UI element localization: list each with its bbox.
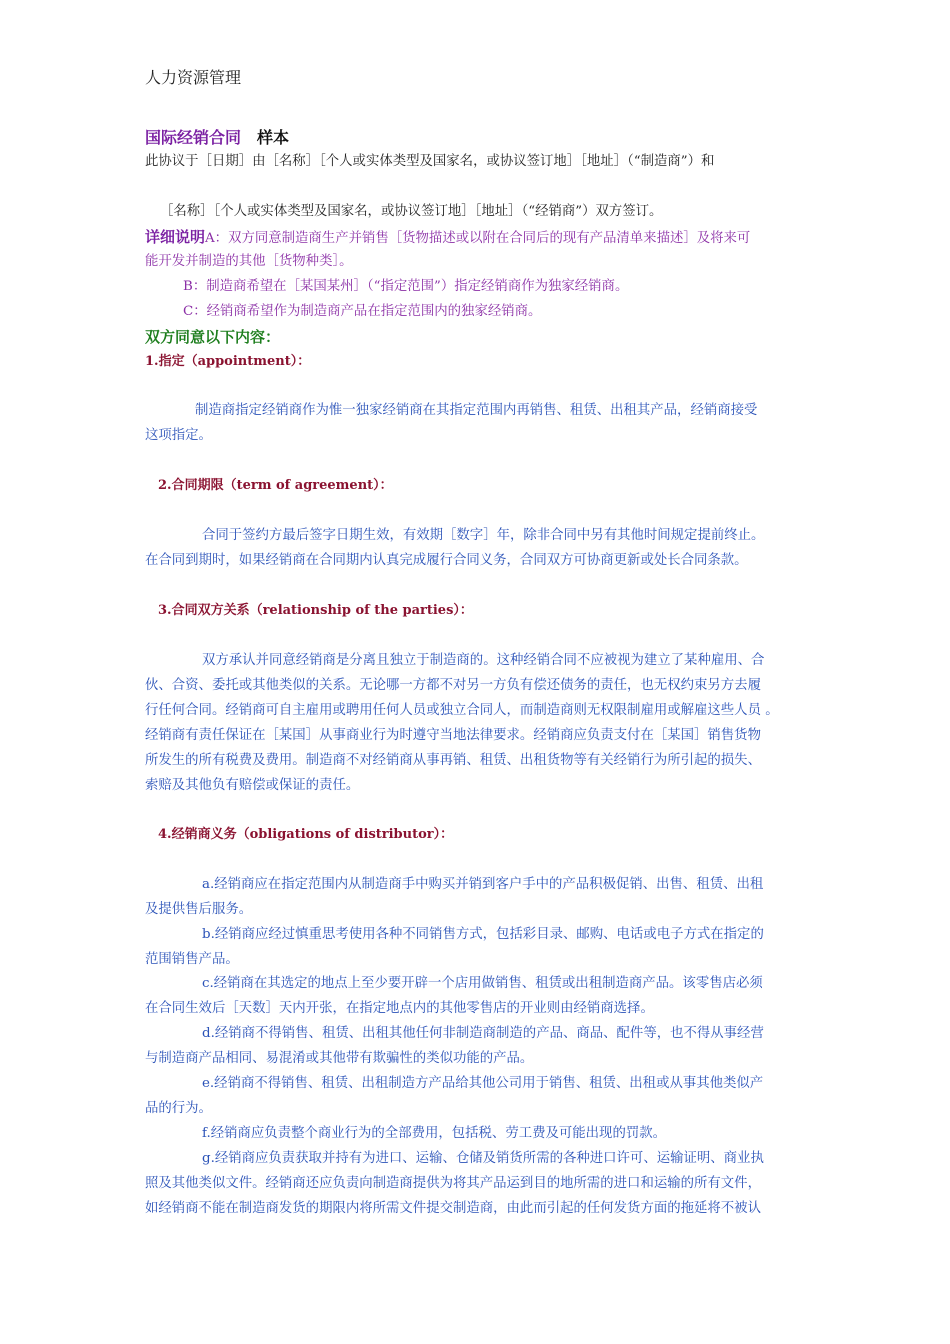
section-4-line: 照及其他类似文件。经销商还应负责向制造商提供为将其产品运到目的地所需的进口和运输的所有文件， <box>145 1176 761 1191</box>
details-a-line-2: 能开发并制造的其他［货物种类］。 <box>145 254 353 269</box>
section-3-line: 经销商有责任保证在［某国］从事商业行为时遵守当地法律要求。经销商应负责支付在［某国］销售货物 <box>145 728 761 743</box>
agree-heading: 双方同意以下内容： <box>145 328 281 346</box>
details-a-text: A：双方同意制造商生产并销售［货物描述或以附在合同后的现有产品清单来描述］及将来可 <box>205 231 751 246</box>
section-4-line: b.经销商应经过慎重思考使用各种不同销售方式，包括彩目录、邮购、电话或电子方式在指定的 <box>202 927 764 942</box>
title-sub: 样本 <box>257 128 290 147</box>
intro-line-1: 此协议于［日期］由［名称］［个人或实体类型及国家名，或协议签订地］［地址］（“制造商”）和 <box>145 154 715 169</box>
intro-line-2: ［名称］［个人或实体类型及国家名，或协议签订地］［地址］（“经销商”）双方签订。 <box>160 204 663 219</box>
details-b: B：制造商希望在［某国某州］（“指定范围”）指定经销商作为独家经销商。 <box>183 279 629 294</box>
section-2-heading: 2.合同期限（term of agreement）： <box>158 478 393 493</box>
section-4-line: c.经销商在其选定的地点上至少要开辟一个店用做销售、租赁或出租制造商产品。该零售店必须 <box>202 976 763 991</box>
section-3-line: 双方承认并同意经销商是分离且独立于制造商的。这种经销合同不应被视为建立了某种雇用、合 <box>202 653 765 668</box>
section-3-line: 索赔及其他负有赔偿或保证的责任。 <box>145 778 360 793</box>
section-4-line: g.经销商应负责获取并持有为进口、运输、仓储及销货所需的各种进口许可、运输证明、商业执 <box>202 1151 764 1166</box>
page-header: 人力资源管理 <box>145 68 242 87</box>
section-4-line: d.经销商不得销售、租赁、出租其他任何非制造商制造的产品、商品、配件等，也不得从事经营 <box>202 1026 764 1041</box>
section-4-line: f.经销商应负责整个商业行为的全部费用，包括税、劳工费及可能出现的罚款。 <box>202 1126 667 1141</box>
section-1-line: 制造商指定经销商作为惟一独家经销商在其指定范围内再销售、租赁、出租其产品，经销商接受 <box>195 403 758 418</box>
section-4-line: 范围销售产品。 <box>145 952 239 967</box>
details-c: C：经销商希望作为制造商产品在指定范围内的独家经销商。 <box>183 304 542 319</box>
section-2-line: 合同于签约方最后签字日期生效，有效期［数字］年，除非合同中另有其他时间规定提前终止。 <box>202 528 765 543</box>
contract-title <box>145 128 289 148</box>
details-label: 详细说明 <box>145 228 206 246</box>
section-4-line: 与制造商产品相同、易混淆或其他带有欺骗性的类似功能的产品。 <box>145 1051 534 1066</box>
section-4-line: a.经销商应在指定范围内从制造商手中购买并销到客户手中的产品积极促销、出售、租赁、出租 <box>202 877 764 892</box>
title-main: 国际经销合同 <box>145 128 242 147</box>
section-3-line: 所发生的所有税费及费用。制造商不对经销商从事再销、租赁、出租货物等有关经销行为所引起的损失、 <box>145 753 761 768</box>
section-3-line: 伙、合资、委托或其他类似的关系。无论哪一方都不对另一方负有偿还债务的责任，也无权约束另方去履 <box>145 678 761 693</box>
section-3-line: 行任何合同。经销商可自主雇用或聘用任何人员或独立合同人，而制造商则无权限制雇用或解雇这些人员 。 <box>145 703 779 718</box>
section-4-line: 在合同生效后［天数］天内开张，在指定地点内的其他零售店的开业则由经销商选择。 <box>145 1001 654 1016</box>
section-4-line: 及提供售后服务。 <box>145 902 253 917</box>
section-1-heading: 1.指定（appointment）： <box>145 354 311 369</box>
section-4-line: 品的行为。 <box>145 1101 212 1116</box>
section-3-heading: 3.合同双方关系（relationship of the parties）： <box>158 603 473 618</box>
section-4-line: 如经销商不能在制造商发货的期限内将所需文件提交制造商，由此而引起的任何发货方面的拖延将不被认 <box>145 1201 761 1216</box>
section-4-line: e.经销商不得销售、租赁、出租制造方产品给其他公司用于销售、租赁、出租或从事其他类似产 <box>202 1076 764 1091</box>
details-a-line-1 <box>145 227 750 249</box>
section-1-line: 这项指定。 <box>145 428 212 443</box>
section-4-heading: 4.经销商义务（obligations of distributor）： <box>158 827 454 842</box>
section-2-line: 在合同到期时，如果经销商在合同期内认真完成履行合同义务，合同双方可协商更新或处长合同条款。 <box>145 553 748 568</box>
